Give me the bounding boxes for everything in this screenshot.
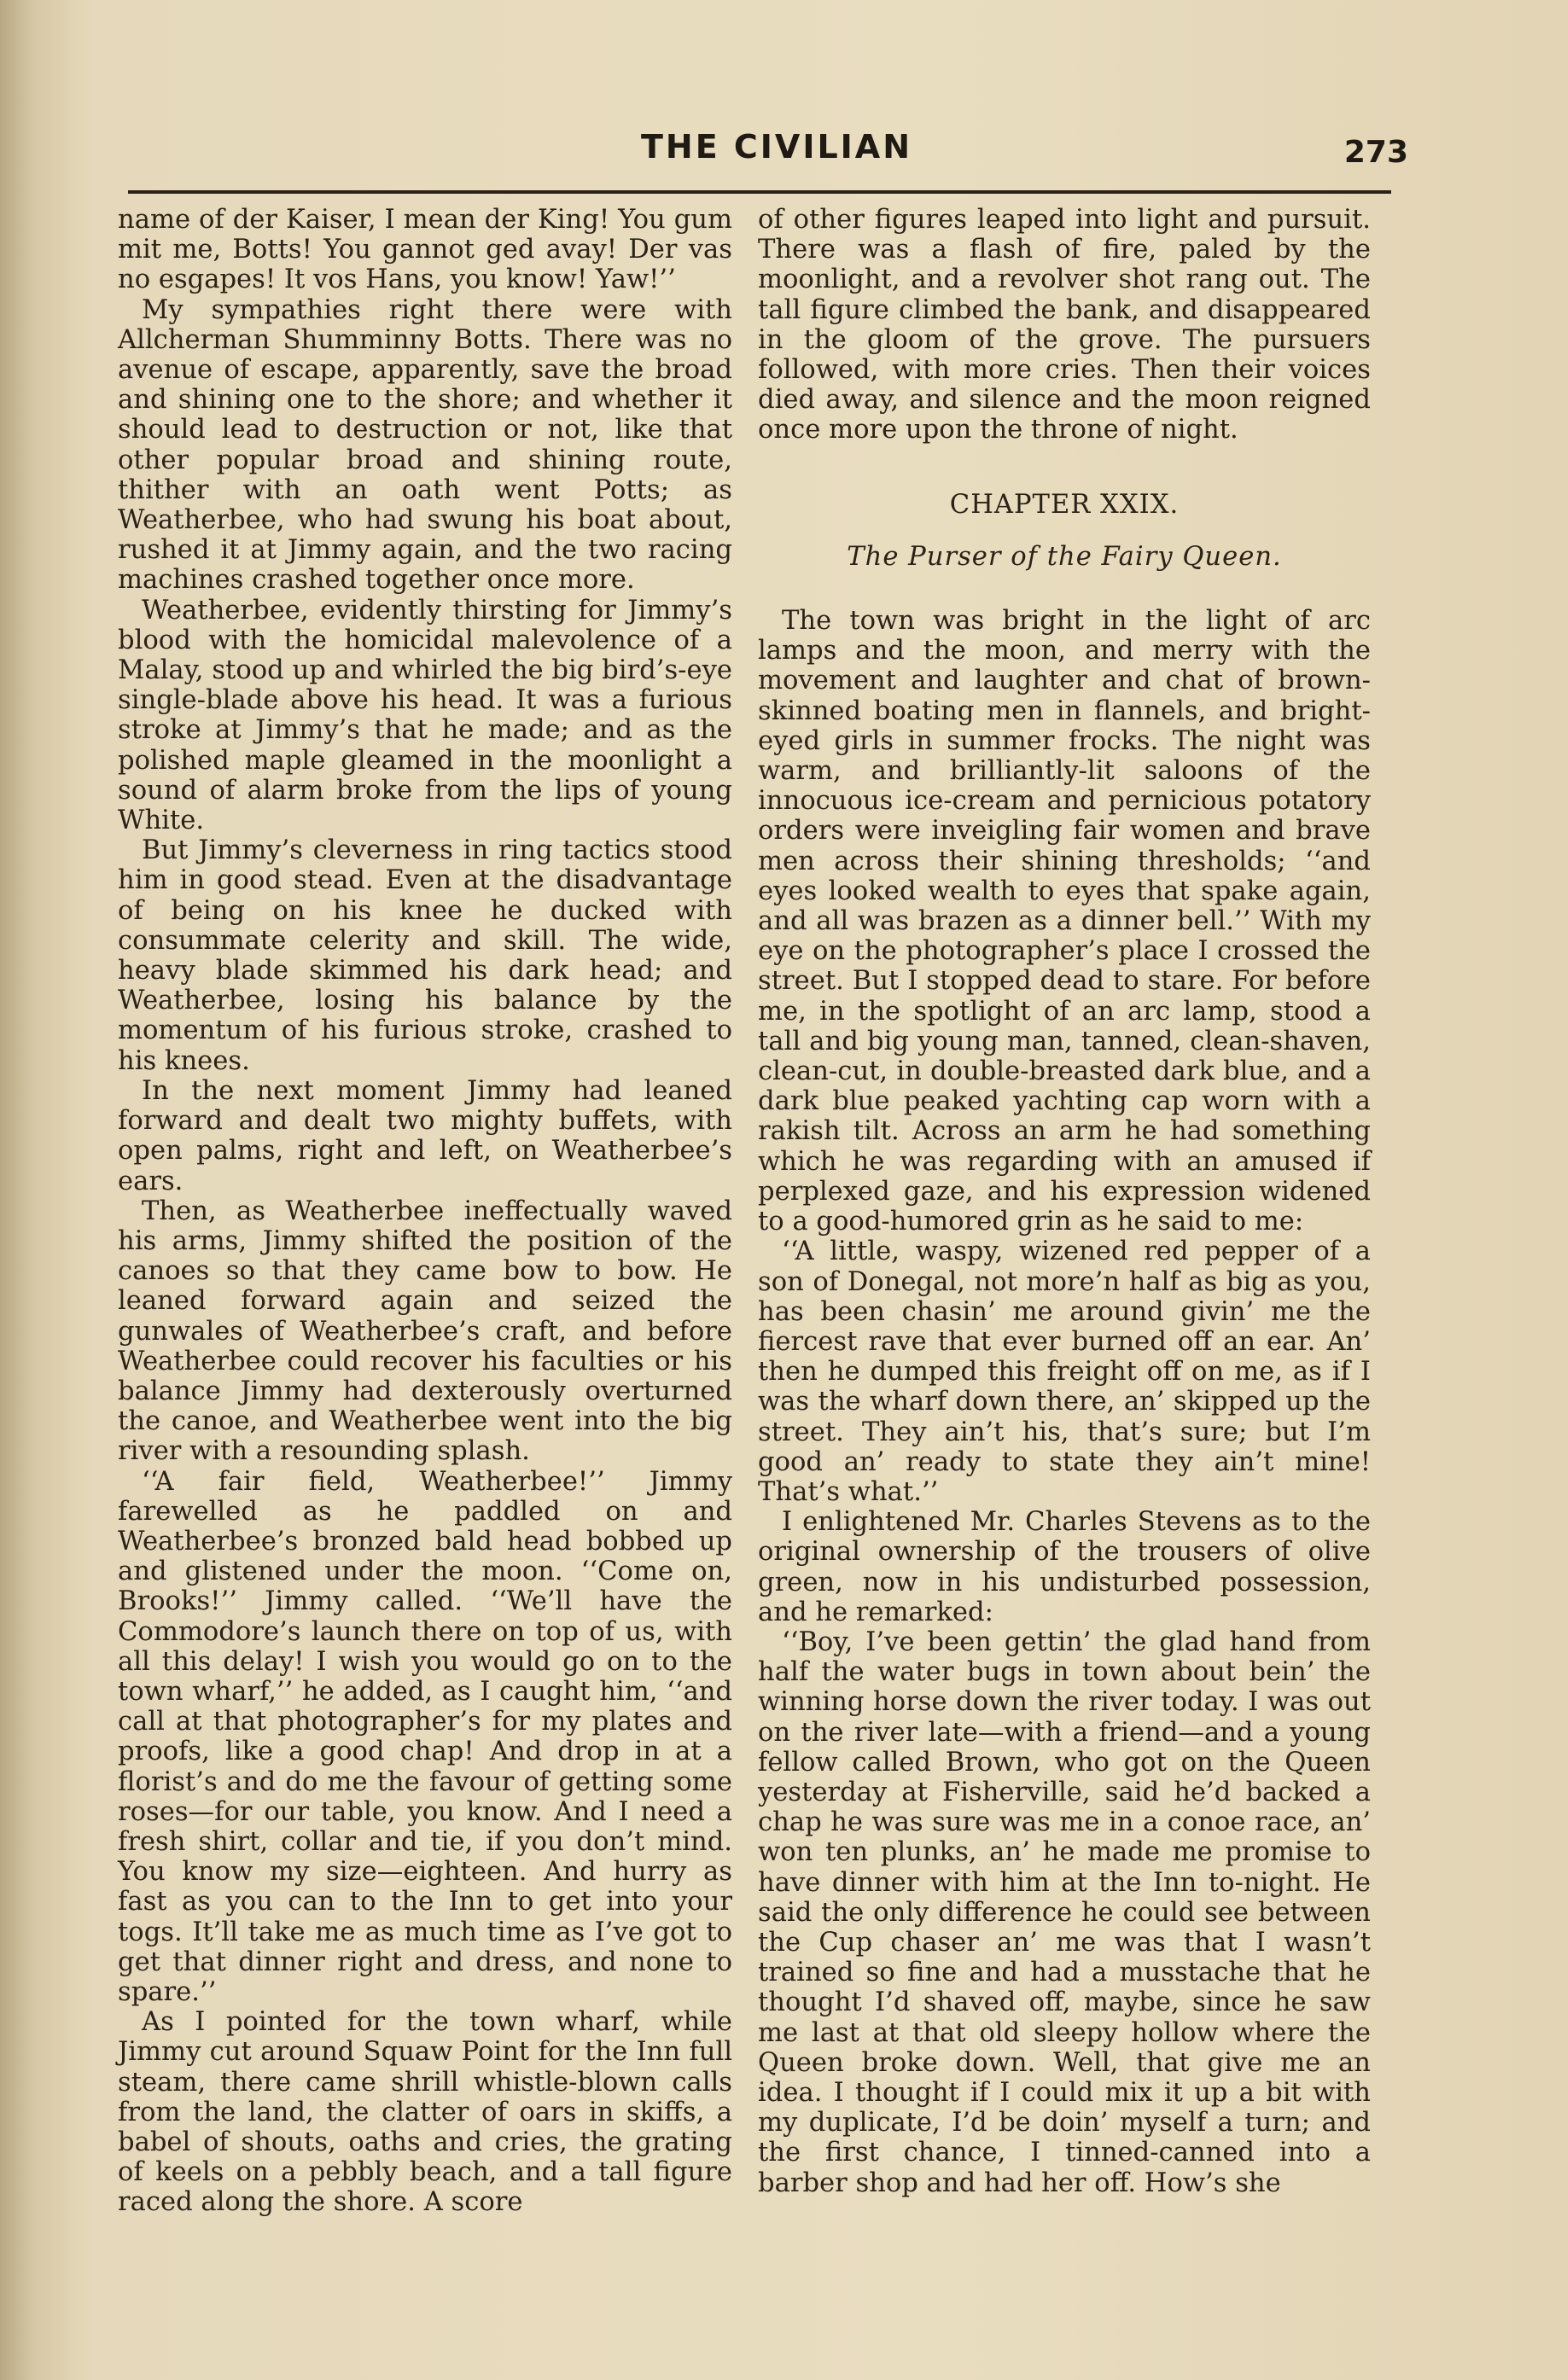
header-rule [128, 190, 1391, 194]
paragraph: ‘‘Boy, I’ve been gettin’ the glad hand from half the water bugs in town about bein’ the winning horse down the river today. I was out on the river late—with a friend—and a young fellow called Brown, who got on the Queen yesterday at Fisherville, said he’d backed a chap he was sure was me in a conoe race, an’ won ten plunks, an’ he made me promise to have dinner with him at the Inn to-night. He said the only difference he could see between the Cup chaser an’ me was that I wasn’t trained so fine and had a musstache that he thought I’d shaved off, maybe, since he saw me last at that old sleepy hollow where the Queen broke down. Well, that give me an idea. I thought if I could mix it up a bit with my duplicate, I’d be doin’ myself a turn; and the first chance, I tinned-canned into a barber shop and had her off. How’s she [758, 1626, 1371, 2198]
chapter-subtitle: The Purser of the Fairy Queen. [847, 541, 1282, 572]
page-number: 273 [1343, 135, 1408, 170]
paragraph: ‘‘A fair field, Weatherbee!’’ Jimmy farewelled as he paddled on and Weatherbee’s bronzed bald head bobbed up and glistened under the moon. ‘‘Come on, Brooks!’’ Jimmy called. ‘‘We’ll have the Commodore’s launch there on top of us, with all this delay! I wish you would go on to the town wharf,’’ he added, as I caught him, ‘‘and call at that photographer’s for my plates and proofs, like a good chap! And drop in at a florist’s and do me the favour of getting some roses—for our table, you know. And I need a fresh shirt, collar and tie, if you don’t mind. You know my size—eighteen. And hurry as fast as you can to the Inn to get into your togs. It’ll take me as much time as I’ve got to get that dinner right and dress, and none to spare.’’ [118, 1466, 732, 2007]
right-column [758, 205, 1371, 2198]
chapter-heading: CHAPTER XXIX. [949, 489, 1180, 520]
paragraph: of other figures leaped into light and pursuit. There was a flash of fire, paled by the moonlight, and a revolver shot rang out. The tall figure climbed the bank, and disappeared in the gloom of the grove. The pursuers followed, with more cries. Then their voices died away, and silence and the moon reigned once more upon the throne of night. [758, 205, 1371, 445]
paragraph: The town was bright in the light of arc lamps and the moon, and merry with the movement and laughter and chat of brown-skinned boating men in flannels, and bright-eyed girls in summer frocks. The night was warm, and brilliantly-lit saloons of the innocuous ice-cream and pernicious potatory orders were inveigling fair women and brave men across their shining thresholds; ‘‘and eyes looked wealth to eyes that spake again, and all was brazen as a dinner bell.’’ With my eye on the photographer’s place I crossed the street. But I stopped dead to stare. For before me, in the spotlight of an arc lamp, stood a tall and big young man, tanned, clean-shaven, clean-cut, in double-breasted dark blue, and a dark blue peaked yachting cap worn with a rakish tilt. Across an arm he had something which he was regarding with an amused if perplexed gaze, and his expression widened to a good-humored grin as he said to me: [758, 606, 1371, 1237]
paragraph: I enlightened Mr. Charles Stevens as to the original ownership of the trousers of olive green, now in his undisturbed possession, and he remarked: [758, 1507, 1371, 1627]
paragraph: Weatherbee, evidently thirsting for Jimmy’s blood with the homicidal malevolence of a Malay, stood up and whirled the big bird’s-eye single-blade above his head. It was a furious stroke at Jimmy’s that he made; and as the polished maple gleamed in the moonlight a sound of alarm broke from the lips of young White. [118, 595, 732, 836]
paragraph: ‘‘A little, waspy, wizened red pepper of a son of Donegal, not more’n half as big as you, has been chasin’ me around givin’ me the fiercest rave that ever burned off an ear. An’ then he dumped this freight off on me, as if I was the wharf down there, an’ skipped up the street. They ain’t his, that’s sure; but I’m good an’ ready to state they ain’t mine! That’s what.’’ [758, 1237, 1371, 1507]
paragraph: In the next moment Jimmy had leaned forward and dealt two mighty buffets, with open palms, right and left, on Weatherbee’s ears. [118, 1075, 732, 1196]
paragraph: Then, as Weatherbee ineffectually waved his arms, Jimmy shifted the position of the canoes so that they came bow to bow. He leaned forward again and seized the gunwales of Weatherbee’s craft, and before Weatherbee could recover his faculties or his balance Jimmy had dexterously overturned the canoe, and Weatherbee went into the big river with a resounding splash. [118, 1196, 732, 1467]
paragraph: My sympathies right there were with Allcherman Shumminny Botts. There was no avenue of escape, apparently, save the broad and shining one to the shore; and whether it should lead to destruction or not, like that other popular broad and shining route, thither with an oath went Potts; as Weatherbee, who had swung his boat about, rushed it at Jimmy again, and the two racing machines crashed together once more. [118, 294, 732, 596]
page-header [128, 128, 1408, 188]
paragraph: As I pointed for the town wharf, while Jimmy cut around Squaw Point for the Inn full steam, there came shrill whistle-blown calls from the land, the clatter of oars in skiffs, a babel of shouts, oaths and cries, the grating of keels on a pebbly beach, and a tall figure raced along the shore. A score [118, 2007, 732, 2218]
journal-title: THE CIVILIAN [640, 128, 913, 166]
paragraph: name of der Kaiser, I mean der King! You gum mit me, Botts! You gannot ged avay! Der vas no esgapes! It vos Hans, you know! Yaw!’’ [118, 205, 732, 295]
left-column [118, 205, 732, 2218]
paragraph: But Jimmy’s cleverness in ring tactics stood him in good stead. Even at the disadvantage of being on his knee he ducked with consummate celerity and skill. The wide, heavy blade skimmed his dark head; and Weatherbee, losing his balance by the momentum of his furious stroke, crashed to his knees. [118, 835, 732, 1076]
